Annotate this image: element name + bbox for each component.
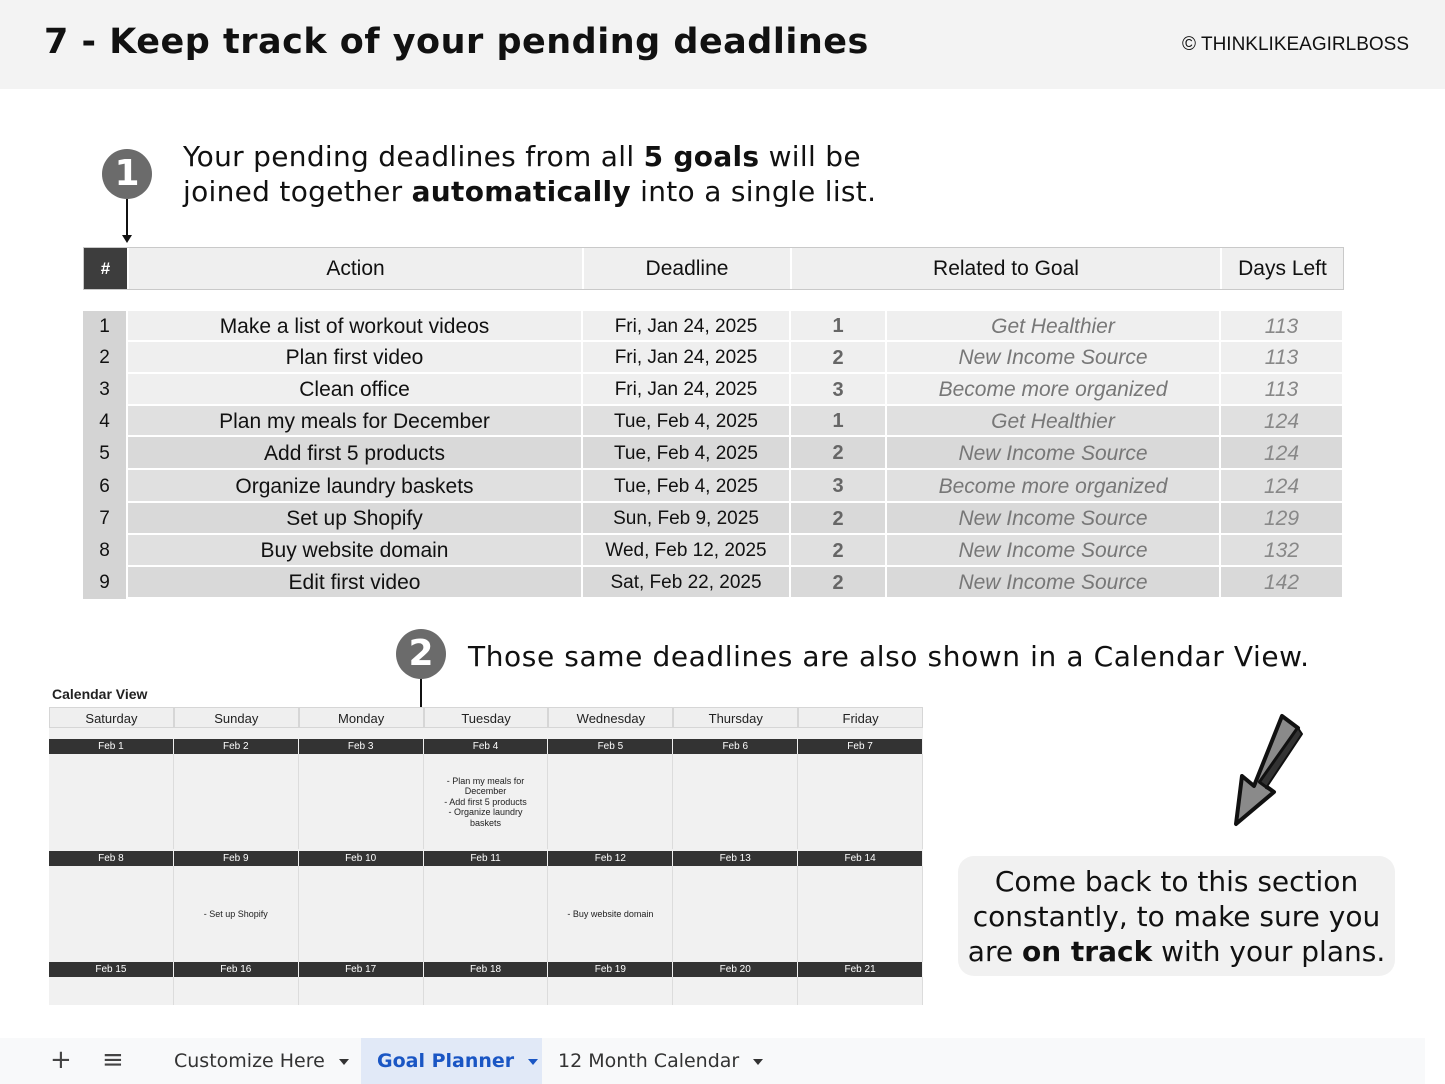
calendar-day-cell[interactable] xyxy=(673,977,798,1005)
table-row xyxy=(83,437,1344,470)
calendar-day-cell[interactable] xyxy=(299,977,424,1005)
table-row xyxy=(83,503,1344,535)
row-goal-name: New Income Source xyxy=(887,503,1221,535)
chevron-down-icon[interactable] xyxy=(339,1059,349,1065)
row-days-left: 113 xyxy=(1221,342,1344,374)
row-action: Set up Shopify xyxy=(128,503,583,535)
calendar-day-cell[interactable] xyxy=(49,977,174,1005)
row-action: Clean office xyxy=(128,374,583,406)
table-row xyxy=(83,535,1344,567)
calendar-date-label: Feb 18 xyxy=(424,962,549,977)
calendar-title: Calendar View xyxy=(52,686,148,702)
row-goal-number: 3 xyxy=(791,374,887,406)
row-action: Edit first video xyxy=(128,567,583,599)
calendar-entry: baskets xyxy=(469,817,502,828)
table-row xyxy=(83,406,1344,437)
row-goal-number: 1 xyxy=(791,406,887,437)
step-1-line-2: joined together automatically into a single list. xyxy=(183,175,877,208)
calendar-date-label: Feb 14 xyxy=(798,851,923,866)
row-action: Buy website domain xyxy=(128,535,583,567)
row-number: 3 xyxy=(83,374,128,406)
callout-line-1: Come back to this section xyxy=(994,865,1359,898)
calendar-date-label: Feb 11 xyxy=(424,851,549,866)
row-goal-name: Get Healthier xyxy=(887,311,1221,342)
row-goal-number: 2 xyxy=(791,342,887,374)
calendar-day-header: Wednesday xyxy=(548,707,673,728)
calendar-day-header: Saturday xyxy=(49,707,174,728)
table-row xyxy=(83,470,1344,503)
calendar-entry: December xyxy=(464,785,507,796)
calendar-date-label: Feb 10 xyxy=(299,851,424,866)
row-days-left: 142 xyxy=(1221,567,1344,599)
chevron-down-icon[interactable] xyxy=(753,1059,763,1065)
row-action: Add first 5 products xyxy=(128,437,583,470)
table-row xyxy=(83,311,1344,342)
row-action: Plan my meals for December xyxy=(128,406,583,437)
row-deadline: Wed, Feb 12, 2025 xyxy=(583,535,791,567)
row-action: Plan first video xyxy=(128,342,583,374)
calendar-day-cell[interactable] xyxy=(49,754,174,849)
callout-line-3: are on track with your plans. xyxy=(967,935,1386,968)
calendar-date-label: Feb 16 xyxy=(174,962,299,977)
calendar-entry: - Organize laundry xyxy=(448,806,523,817)
calendar-day-cell[interactable] xyxy=(673,866,798,962)
row-number: 5 xyxy=(83,437,128,470)
row-goal-name: New Income Source xyxy=(887,437,1221,470)
row-goal-name: Get Healthier xyxy=(887,406,1221,437)
calendar-view xyxy=(49,707,923,1005)
row-goal-name: New Income Source xyxy=(887,535,1221,567)
calendar-day-cell[interactable] xyxy=(299,866,424,962)
calendar-day-header: Monday xyxy=(299,707,424,728)
calendar-day-cell[interactable] xyxy=(49,866,174,962)
add-sheet-icon[interactable]: + xyxy=(50,1045,72,1075)
row-days-left: 113 xyxy=(1221,374,1344,406)
calendar-day-cell[interactable] xyxy=(424,754,549,849)
calendar-date-label: Feb 4 xyxy=(424,739,549,754)
calendar-date-label: Feb 19 xyxy=(548,962,673,977)
header-days-left: Days Left xyxy=(1238,257,1327,280)
calendar-date-label: Feb 5 xyxy=(548,739,673,754)
calendar-date-label: Feb 17 xyxy=(299,962,424,977)
calendar-day-cell[interactable] xyxy=(798,977,923,1005)
header-action: Action xyxy=(129,248,584,289)
row-deadline: Sun, Feb 9, 2025 xyxy=(583,503,791,535)
calendar-date-label: Feb 9 xyxy=(174,851,299,866)
row-number: 4 xyxy=(83,406,128,437)
row-deadline: Fri, Jan 24, 2025 xyxy=(583,374,791,406)
calendar-date-label: Feb 1 xyxy=(49,739,174,754)
deadlines-table-header xyxy=(83,247,1344,290)
row-deadline: Tue, Feb 4, 2025 xyxy=(583,406,791,437)
header-deadline: Deadline xyxy=(584,248,792,289)
row-action: Organize laundry baskets xyxy=(128,470,583,503)
row-goal-number: 2 xyxy=(791,567,887,599)
row-deadline: Fri, Jan 24, 2025 xyxy=(583,342,791,374)
row-days-left: 129 xyxy=(1221,503,1344,535)
calendar-day-cell[interactable] xyxy=(673,754,798,849)
copyright-text: © THINKLIKEAGIRLBOSS xyxy=(1182,34,1409,55)
row-goal-number: 2 xyxy=(791,503,887,535)
row-number: 6 xyxy=(83,470,128,503)
calendar-day-header: Friday xyxy=(798,707,923,728)
calendar-day-header: Tuesday xyxy=(424,707,549,728)
calendar-day-cell[interactable] xyxy=(424,866,549,962)
calendar-date-label: Feb 7 xyxy=(798,739,923,754)
calendar-day-cell[interactable] xyxy=(548,866,673,962)
row-goal-name: New Income Source xyxy=(887,567,1221,599)
calendar-day-cell[interactable] xyxy=(174,754,299,849)
calendar-day-cell[interactable] xyxy=(174,977,299,1005)
table-row xyxy=(83,374,1344,406)
calendar-date-label: Feb 13 xyxy=(673,851,798,866)
row-number: 8 xyxy=(83,535,128,567)
row-deadline: Sat, Feb 22, 2025 xyxy=(583,567,791,599)
row-number: 2 xyxy=(83,342,128,374)
row-goal-number: 2 xyxy=(791,535,887,567)
header-related-goal: Related to Goal xyxy=(792,248,1222,289)
calendar-day-cell[interactable] xyxy=(548,754,673,849)
row-number: 7 xyxy=(83,503,128,535)
row-goal-name: New Income Source xyxy=(887,342,1221,374)
calendar-date-label: Feb 2 xyxy=(174,739,299,754)
calendar-day-cell[interactable] xyxy=(299,754,424,849)
calendar-entry: - Set up Shopify xyxy=(203,908,268,919)
calendar-day-cell[interactable] xyxy=(798,866,923,962)
row-number: 1 xyxy=(83,311,128,342)
row-deadline: Tue, Feb 4, 2025 xyxy=(583,470,791,503)
calendar-day-cell[interactable] xyxy=(174,866,299,962)
step-1-description xyxy=(183,139,876,209)
reminder-callout xyxy=(958,856,1395,976)
row-days-left: 124 xyxy=(1221,470,1344,503)
all-sheets-menu-icon[interactable]: ≡ xyxy=(102,1045,124,1075)
step-1-line-1: Your pending deadlines from all 5 goals will be xyxy=(183,140,861,173)
callout-line-2: constantly, to make sure you xyxy=(972,900,1381,933)
calendar-day-cell[interactable] xyxy=(548,977,673,1005)
calendar-date-label: Feb 15 xyxy=(49,962,174,977)
row-goal-number: 3 xyxy=(791,470,887,503)
calendar-day-header: Sunday xyxy=(174,707,299,728)
calendar-date-label: Feb 8 xyxy=(49,851,174,866)
calendar-entry: - Add first 5 products xyxy=(444,796,527,807)
row-deadline: Fri, Jan 24, 2025 xyxy=(583,311,791,342)
row-days-left: 124 xyxy=(1221,406,1344,437)
step-1-badge: 1 xyxy=(102,149,152,199)
header-hash: # xyxy=(84,248,129,289)
row-days-left: 124 xyxy=(1221,437,1344,470)
row-deadline: Tue, Feb 4, 2025 xyxy=(583,437,791,470)
down-left-arrow-icon xyxy=(1222,712,1306,830)
row-number: 9 xyxy=(83,567,128,599)
calendar-day-cell[interactable] xyxy=(798,754,923,849)
tab-customize-here[interactable]: Customize Here xyxy=(159,1038,359,1084)
calendar-date-label: Feb 3 xyxy=(299,739,424,754)
row-goal-name: Become more organized xyxy=(887,374,1221,406)
row-days-left: 132 xyxy=(1221,535,1344,567)
tab-goal-planner[interactable]: Goal Planner xyxy=(361,1038,542,1084)
page-title: 7 - Keep track of your pending deadlines xyxy=(44,22,869,62)
calendar-date-label: Feb 6 xyxy=(673,739,798,754)
row-days-left: 113 xyxy=(1221,311,1344,342)
step-1-pointer-line xyxy=(126,199,128,235)
row-goal-name: Become more organized xyxy=(887,470,1221,503)
chevron-down-icon[interactable] xyxy=(528,1059,538,1065)
calendar-date-label: Feb 12 xyxy=(548,851,673,866)
row-goal-number: 1 xyxy=(791,311,887,342)
table-row xyxy=(83,567,1344,599)
calendar-entry: - Plan my meals for xyxy=(446,775,525,786)
row-goal-number: 2 xyxy=(791,437,887,470)
tab-12-month-calendar[interactable]: 12 Month Calendar xyxy=(542,1038,772,1084)
table-row xyxy=(83,342,1344,374)
row-action: Make a list of workout videos xyxy=(128,311,583,342)
calendar-date-label: Feb 20 xyxy=(673,962,798,977)
calendar-entry: - Buy website domain xyxy=(567,908,654,919)
step-2-badge: 2 xyxy=(396,629,446,679)
step-1-arrow-icon xyxy=(122,235,132,243)
step-2-description: Those same deadlines are also shown in a Calendar View. xyxy=(468,640,1310,673)
calendar-day-header: Thursday xyxy=(673,707,798,728)
calendar-day-cell[interactable] xyxy=(424,977,549,1005)
calendar-date-label: Feb 21 xyxy=(798,962,923,977)
